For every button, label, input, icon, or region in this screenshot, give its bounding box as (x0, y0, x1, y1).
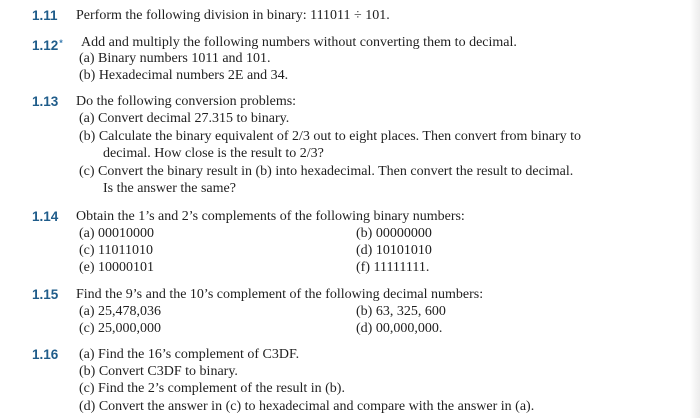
problem-number-1-11: 1.11 (32, 8, 58, 23)
problem-1-14-part-e: (e) 10000101 (79, 260, 155, 275)
problem-number-1-14: 1.14 (32, 209, 59, 224)
problem-1-14-part-f: (f) 11111111. (356, 260, 430, 275)
problem-1-13-part-b-cont: decimal. How close is the result to 2/3? (103, 146, 324, 161)
problem-1-13-part-a: (a) Convert decimal 27.315 to binary. (79, 111, 290, 126)
problem-1-12-text: Add and multiply the following numbers without converting them to decimal. (81, 35, 517, 50)
starred-marker: * (59, 38, 63, 48)
problem-1-14-part-a: (a) 00010000 (79, 226, 155, 241)
problem-number-1-12 (32, 35, 63, 54)
problem-number-1-13: 1.13 (32, 94, 59, 109)
problem-1-14-part-c: (c) 11011010 (79, 243, 153, 258)
problem-1-15-part-a: (a) 25,478,036 (79, 304, 162, 319)
problem-1-16-part-c: (c) Find the 2’s complement of the result in (b). (79, 381, 345, 396)
problem-1-15-text: Find the 9’s and the 10’s complement of the following decimal numbers: (76, 287, 484, 302)
problem-1-12-part-b: (b) Hexadecimal numbers 2E and 34. (79, 68, 289, 83)
page-edge-shadow (690, 0, 700, 418)
problem-number-1-12-text: 1.12 (32, 38, 59, 53)
problem-1-16-part-d: (d) Convert the answer in (c) to hexadecimal and compare with the answer in (a). (79, 399, 535, 414)
problem-1-14-part-d: (d) 10101010 (356, 243, 432, 258)
problem-number-1-15: 1.15 (32, 287, 59, 302)
problem-number-1-16: 1.16 (32, 347, 59, 362)
problem-1-16-part-b: (b) Convert C3DF to binary. (79, 364, 238, 379)
problem-1-14-part-b: (b) 00000000 (356, 226, 432, 241)
problem-1-15-part-c: (c) 25,000,000 (79, 321, 162, 336)
problem-1-14-text: Obtain the 1’s and 2’s complements of the following binary numbers: (76, 209, 465, 224)
problem-1-13-part-c: (c) Convert the binary result in (b) into hexadecimal. Then convert the result to decimal. (79, 164, 574, 179)
problem-1-11-text: Perform the following division in binary: 111011 ÷ 101. (76, 8, 390, 23)
problem-1-15-part-d: (d) 00,000,000. (356, 321, 443, 336)
problem-1-16-part-a: (a) Find the 16’s complement of C3DF. (79, 347, 300, 362)
problem-1-12-part-a: (a) Binary numbers 1011 and 101. (79, 51, 271, 66)
problem-1-13-part-c-cont: Is the answer the same? (103, 181, 236, 196)
problem-1-13-text: Do the following conversion problems: (76, 94, 297, 109)
problem-1-13-part-b: (b) Calculate the binary equivalent of 2/3 out to eight places. Then convert from binary to (79, 129, 582, 144)
problem-1-15-part-b: (b) 63, 325, 600 (356, 304, 446, 319)
